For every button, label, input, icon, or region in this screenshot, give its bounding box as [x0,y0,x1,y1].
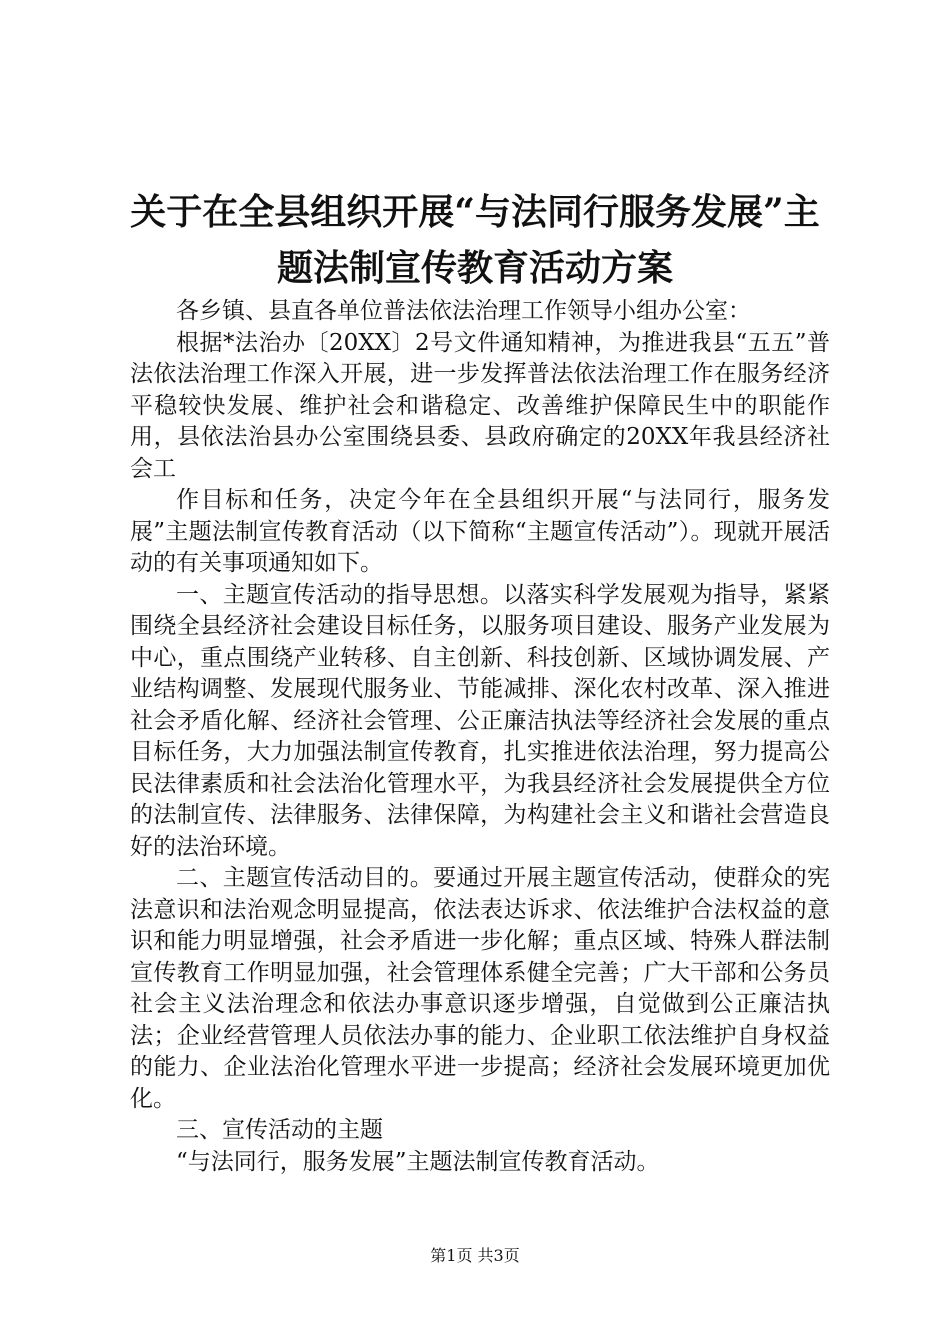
paragraph-guiding-ideology: 一、主题宣传活动的指导思想。以落实科学发展观为指导，紧紧围绕全县经济社会建设目标任务，以服务项目建设、服务产业发展为中心，重点围绕产业转移、自主创新、科技创新、区域协调发展、产业结构调整、发展现代服务业、节能减排、深化农村改革、深入推进社会矛盾化解、经济社会管理、公正廉洁执法等经济社会发展的重点目标任务，大力加强法制宣传教育，扎实推进依法治理，努力提高公民法律素质和社会法治化管理水平，为我县经济社会发展提供全方位的法制宣传、法律服务、法律保障，为构建社会主义和谐社会营造良好的法治环境。 [130,581,830,860]
document-body [130,296,830,1178]
title-line-2: 题法制宣传教育活动方案 [276,247,673,289]
salutation: 各乡镇、县直各单位普法依法治理工作领导小组办公室： [176,298,751,324]
paragraph-theme: “与法同行，服务发展”主题法制宣传教育活动。 [176,1148,660,1175]
section-heading-theme: 三、宣传活动的主题 [176,1117,383,1143]
document-title [100,184,850,296]
paragraph-basis: 根据*法治办〔20XX〕2号文件通知精神，为推进我县“五五”普法依法治理工作深入开展，进一步发挥普法依法治理工作在服务经济平稳较快发展、维护社会和谐稳定、改善维护保障民生中的职能作用，县依法治县办公室围绕县委、县政府确定的20XX年我县经济社会工 [130,329,830,482]
page-number: 第1页 共3页 [430,1246,520,1265]
paragraph-goals: 作目标和任务，决定今年在全县组织开展“与法同行，服务发展”主题法制宣传教育活动（以下简称“主题宣传活动”）。现就开展活动的有关事项通知如下。 [130,487,830,576]
paragraph-purpose: 二、主题宣传活动目的。要通过开展主题宣传活动，使群众的宪法意识和法治观念明显提高，依法表达诉求、依法维护合法权益的意识和能力明显增强，社会矛盾进一步化解；重点区域、特殊人群法制宣传教育工作明显加强，社会管理体系健全完善；广大干部和公务员社会主义法治理念和依法办事意识逐步增强，自觉做到公正廉洁执法；企业经营管理人员依法办事的能力、企业职工依法维护自身权益的能力、企业法治化管理水平进一步提高；经济社会发展环境更加优化。 [130,865,830,1112]
title-line-1: 关于在全县组织开展“与法同行服务发展”主 [130,191,820,233]
